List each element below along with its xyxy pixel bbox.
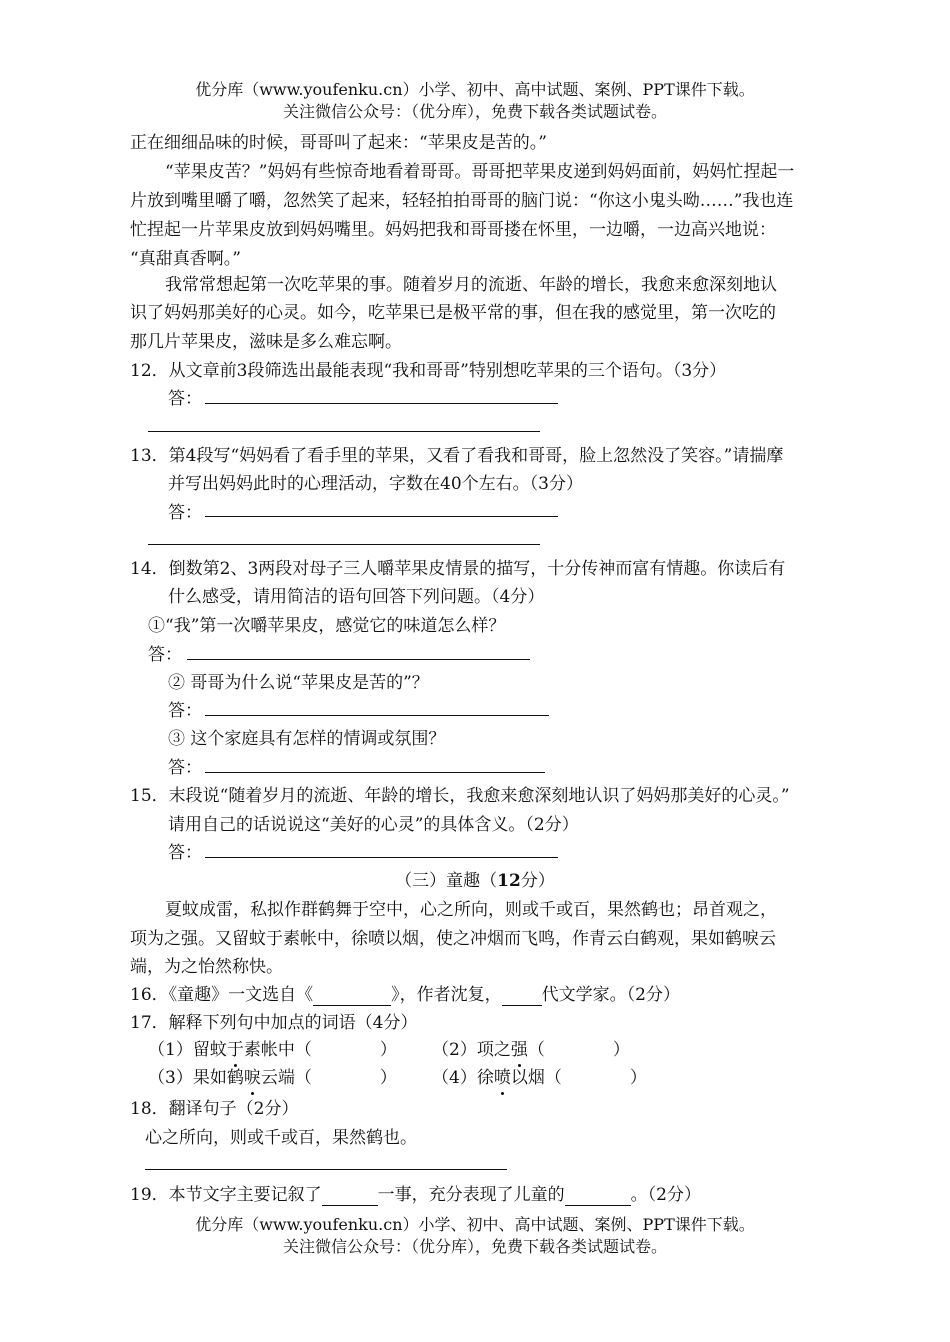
page-footer-line1: 优分库（www.youfenku.cn）小学、初中、高中试题、案例、PPT课件下载。 <box>195 1215 755 1234</box>
passage-paragraph-2-line1: “苹果皮苦？”妈妈有些惊奇地看着哥哥。哥哥把苹果皮递到妈妈面前，妈妈忙捏起一 <box>165 162 795 182</box>
answer-line-14-3[interactable] <box>205 772 545 773</box>
question-17-item4: （4）徐喷以烟（ ） <box>432 1068 647 1088</box>
answer-line-14-1[interactable] <box>187 659 530 660</box>
passage-paragraph-3-line3: 那几片苹果皮，滋味是多么难忘啊。 <box>130 332 402 352</box>
section-3-paragraph-line2: 项为之强。又留蚊于素帐中，徐喷以烟，使之冲烟而飞鸣，作青云白鹤观，果如鹤唳云 <box>130 929 776 949</box>
answer-label-15: 答： <box>168 843 202 863</box>
question-13-line1: 13．第4段写“妈妈看了看手里的苹果，又看了看我和哥哥，脸上忽然没了笑容。”请揣摩 <box>130 446 784 466</box>
passage-paragraph-3-line2: 识了妈妈那美好的心灵。如今，吃苹果已是极平常的事，但在我的感觉里，第一次吃的 <box>130 303 776 323</box>
question-12: 12．从文章前3段筛选出最能表现“我和哥哥”特别想吃苹果的三个语句。（3分） <box>130 361 727 381</box>
answer-line-15[interactable] <box>205 857 558 858</box>
question-16: 16．《童趣》一文选自《 》，作者沈复， 代文学家。（2分） <box>130 985 680 1005</box>
question-17-item1: （1）留蚊于素帐中（ ） <box>148 1040 397 1060</box>
page-header-line2: 关注微信公众号：（优分库），免费下载各类试题试卷。 <box>282 102 667 121</box>
section-3-paragraph-line1: 夏蚊成雷，私拟作群鹤舞于空中，心之所向，则或千或百，果然鹤也；昂首观之， <box>165 900 777 920</box>
section-3-paragraph-line3: 端，为之怡然称快。 <box>130 957 283 977</box>
page-footer-line2: 关注微信公众号：（优分库），免费下载各类试题试卷。 <box>282 1237 667 1256</box>
answer-label-14-2: 答： <box>168 701 202 721</box>
answer-line-12a[interactable] <box>205 403 558 404</box>
blank-16-source[interactable] <box>313 985 391 1006</box>
question-15-line2: 请用自己的话说说这“美好的心灵”的具体含义。（2分） <box>168 815 579 835</box>
question-14-line2: 什么感受，请用简洁的语句回答下列问题。（4分） <box>168 587 545 607</box>
answer-line-18[interactable] <box>145 1169 507 1170</box>
answer-line-12b[interactable] <box>148 431 540 432</box>
question-17: 17．解释下列句中加点的词语（4分） <box>130 1013 418 1033</box>
question-14-sub3: ③ 这个家庭具有怎样的情调或氛围？ <box>168 729 446 749</box>
question-19: 19．本节文字主要记叙了 一事，充分表现了儿童的 。（2分） <box>130 1185 701 1205</box>
question-18-sentence: 心之所向，则或千或百，果然鹤也。 <box>145 1128 417 1148</box>
question-17-item2: （2）项之强（ ） <box>432 1040 630 1060</box>
blank-19-trait[interactable] <box>565 1185 631 1206</box>
passage-paragraph-2-line2: 片放到嘴里嚼了嚼，忽然笑了起来，轻轻拍拍哥哥的脑门说：“你这小鬼头呦……”我也连 <box>130 191 794 211</box>
blank-19-event[interactable] <box>322 1185 378 1206</box>
question-13-line2: 并写出妈妈此时的心理活动，字数在40个左右。（3分） <box>168 474 583 494</box>
question-15-line1: 15．末段说“随着岁月的流逝、年龄的增长，我愈来愈深刻地认识了妈妈那美好的心灵。” <box>130 786 790 806</box>
passage-paragraph-2-line3: 忙捏起一片苹果皮放到妈妈嘴里。妈妈把我和哥哥搂在怀里，一边嚼，一边高兴地说： <box>130 220 776 240</box>
answer-label-12: 答： <box>168 389 202 409</box>
passage-paragraph-1: 正在细细品味的时候，哥哥叫了起来：“苹果皮是苦的。” <box>130 133 547 153</box>
answer-line-14-2[interactable] <box>205 715 549 716</box>
page-header-line1: 优分库（www.youfenku.cn）小学、初中、高中试题、案例、PPT课件下载。 <box>195 80 755 99</box>
answer-label-13: 答： <box>168 503 202 523</box>
question-14-sub2: ② 哥哥为什么说“苹果皮是苦的”？ <box>168 673 429 693</box>
answer-label-14-1: 答： <box>148 645 182 665</box>
answer-label-14-3: 答： <box>168 758 202 778</box>
passage-paragraph-2-line4: “真甜真香啊。” <box>130 249 241 269</box>
section-3-title: （三）童趣（12分） <box>395 871 555 891</box>
passage-paragraph-3-line1: 我常常想起第一次吃苹果的事。随着岁月的流逝、年龄的增长，我愈来愈深刻地认 <box>165 275 777 295</box>
blank-16-dynasty[interactable] <box>502 985 542 1006</box>
answer-line-13b[interactable] <box>148 544 540 545</box>
question-17-item3: （3）果如鹤唳云端（ ） <box>148 1068 397 1088</box>
question-14-sub1: ①“我”第一次嚼苹果皮，感觉它的味道怎么样？ <box>148 616 506 636</box>
question-14-line1: 14．倒数第2、3两段对母子三人嚼苹果皮情景的描写，十分传神而富有情趣。你读后有 <box>130 559 786 579</box>
answer-line-13a[interactable] <box>205 516 558 517</box>
question-18: 18．翻译句子（2分） <box>130 1099 299 1119</box>
